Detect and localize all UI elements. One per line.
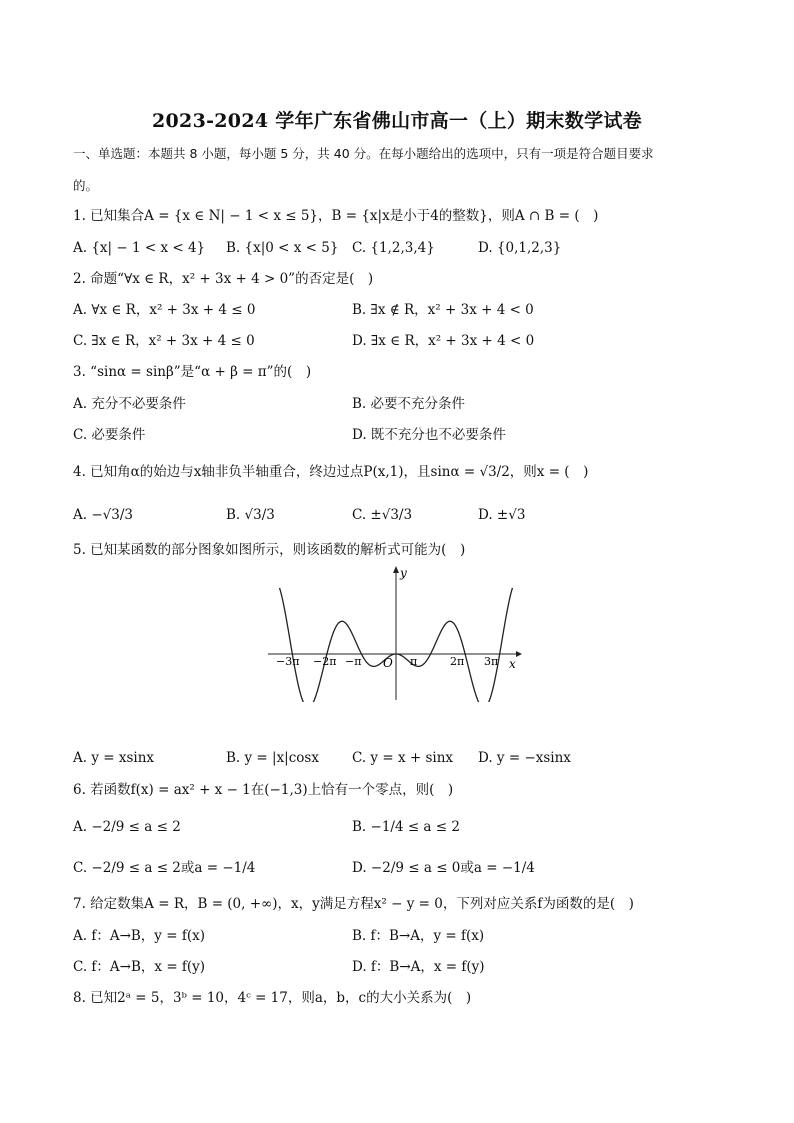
question-1-option-a: A. {x| − 1 < x < 4} [73, 240, 206, 256]
question-5-option-a: A. y = xsinx [73, 750, 155, 766]
question-3-option-a: A. 充分不必要条件 [73, 396, 186, 412]
question-7-option-b: B. f：B→A，y = f(x) [352, 928, 485, 944]
question-3-option-d: D. 既不充分也不必要条件 [352, 427, 506, 443]
tick-label-neg-3pi: −3π [276, 655, 300, 668]
question-5-option-d: D. y = −xsinx [478, 750, 571, 766]
question-6-option-c: C. −2/9 ≤ a ≤ 2或a = −1/4 [73, 860, 256, 876]
question-5-option-c: C. y = x + sinx [352, 750, 454, 766]
question-2-stem: 2. 命题“∀x ∈ R，x² + 3x + 4 > 0”的否定是( ) [73, 271, 374, 287]
exam-title: 2023-2024 学年广东省佛山市高一（上）期末数学试卷 [152, 110, 642, 132]
question-7-option-d: D. f：B→A，x = f(y) [352, 959, 485, 975]
tick-label-neg-pi: −π [345, 655, 362, 668]
section-heading-cont: 的。 [73, 178, 99, 193]
tick-label-neg-2pi: −2π [313, 655, 337, 668]
question-1-option-c: C. {1,2,3,4} [352, 240, 435, 256]
question-8-stem: 8. 已知2ᵃ = 5，3ᵇ = 10，4ᶜ = 17，则a，b，c的大小关系为( ) [73, 990, 472, 1006]
y-axis-arrow [393, 566, 399, 573]
function-graph-figure [266, 562, 528, 702]
question-4-option-a: A. −√3/3 [73, 507, 133, 523]
tick-label-3pi: 3π [484, 655, 499, 668]
question-3-option-b: B. 必要不充分条件 [352, 396, 466, 412]
question-6-option-a: A. −2/9 ≤ a ≤ 2 [73, 819, 181, 835]
question-1-stem: 1. 已知集合A = {x ∈ N| − 1 < x ≤ 5}，B = {x|x是小于4的整数}，则A ∩ B = ( ) [73, 208, 599, 224]
tick-label-2pi: 2π [450, 655, 465, 668]
question-4-stem: 4. 已知角α的始边与x轴非负半轴重合，终边过点P(x,1)，且sinα = √3/2，则x = ( ) [73, 464, 589, 480]
question-2-option-c: C. ∃x ∈ R，x² + 3x + 4 ≤ 0 [73, 333, 255, 349]
y-axis-label: y [400, 566, 407, 580]
x-axis-label: x [509, 657, 516, 671]
question-3-option-c: C. 必要条件 [73, 427, 146, 443]
question-5-option-b: B. y = |x|cosx [226, 750, 319, 766]
question-3-stem: 3. “sinα = sinβ”是“α + β = π”的( ) [73, 364, 312, 380]
x-axis-arrow [516, 651, 522, 657]
origin-label: O [383, 656, 393, 670]
question-7-stem: 7. 给定数集A = R，B = (0, +∞)，x，y满足方程x² − y = 0，下列对应关系f为函数的是( ) [73, 896, 634, 912]
tick-label-pi: π [410, 655, 418, 668]
question-7-option-a: A. f：A→B，y = f(x) [73, 928, 205, 944]
question-1-option-b: B. {x|0 < x < 5} [226, 240, 339, 256]
question-6-option-d: D. −2/9 ≤ a ≤ 0或a = −1/4 [352, 860, 535, 876]
question-5-stem: 5. 已知某函数的部分图象如图所示，则该函数的解析式可能为( ) [73, 542, 466, 558]
question-6-stem: 6. 若函数f(x) = ax² + x − 1在(−1,3)上恰有一个零点，则( ) [73, 782, 454, 798]
section-heading: 一、单选题：本题共 8 小题，每小题 5 分，共 40 分。在每小题给出的选项中，只有一项是符合题目要求 [73, 146, 654, 161]
question-4-option-d: D. ±√3 [478, 507, 526, 523]
question-2-option-b: B. ∃x ∉ R，x² + 3x + 4 < 0 [352, 302, 534, 318]
question-1-option-d: D. {0,1,2,3} [478, 240, 562, 256]
question-6-option-b: B. −1/4 ≤ a ≤ 2 [352, 819, 460, 835]
question-4-option-c: C. ±√3/3 [352, 507, 413, 523]
question-2-option-a: A. ∀x ∈ R，x² + 3x + 4 ≤ 0 [73, 302, 256, 318]
question-4-option-b: B. √3/3 [226, 507, 275, 523]
question-2-option-d: D. ∃x ∈ R，x² + 3x + 4 < 0 [352, 333, 535, 349]
question-7-option-c: C. f：A→B，x = f(y) [73, 959, 206, 975]
